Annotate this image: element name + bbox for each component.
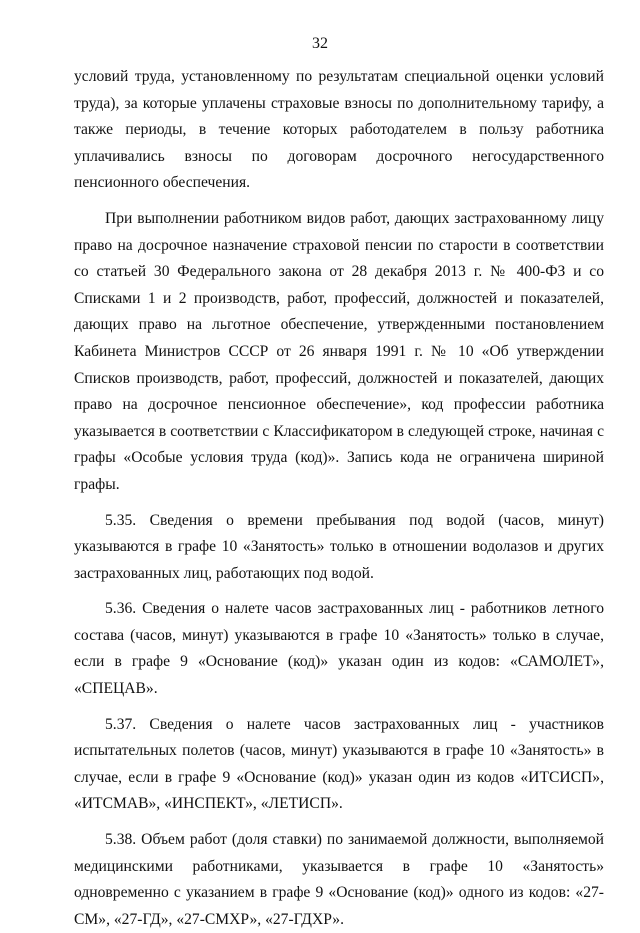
paragraph-gap: [74, 197, 604, 206]
document-body: [74, 64, 604, 933]
paragraph-gap: [74, 499, 604, 508]
paragraph-special-work-codes: При выполнении работником видов работ, дающих застрахованному лицу право на досрочное назначение страховой пенсии по старости в соответствии со статьей 30 Федерального закона от 28 декабря 2013 г. № 400-ФЗ и со Списками 1 и 2 производств, работ, профессий, должностей и показателей, дающих право на льготное обеспечение, утвержденными постановлением Кабинета Министров СССР от 26 января 1991 г. № 10 «Об утверждении Списков производств, работ, профессий, должностей и показателей, дающих право на досрочное пенсионное обеспечение», код профессии работника указывается в соответствии с Классификатором в следующей строке, начиная с графы «Особые условия труда (код)». Запись кода не ограничена шириной графы.: [74, 209, 604, 493]
paragraph-gap: [74, 703, 604, 712]
paragraph-5-37: 5.37. Сведения о налете часов застрахованных лиц - участников испытательных полетов (часов, минут) указываются в графе 10 «Занятость» в случае, если в графе 9 «Основание (код)» указан один из кодов «ИТСИСП», «ИТСМАВ», «ИНСПЕКТ», «ЛЕТИСП».: [74, 715, 604, 813]
paragraph-gap: [74, 587, 604, 596]
paragraph-5-36: 5.36. Сведения о налете часов застрахованных лиц - работников летного состава (часов, минут) указываются в графе 10 «Занятость» только в случае, если в графе 9 «Основание (код)» указан один из кодов: «САМОЛЕТ», «СПЕЦАВ».: [74, 600, 604, 698]
paragraph-5-38: 5.38. Объем работ (доля ставки) по занимаемой должности, выполняемой медицинскими работниками, указывается в графе 10 «Занятость» одновременно с указанием в графе 9 «Основание (код)» одного из кодов: «27-СМ», «27-ГД», «27-СМХР», «27-ГДХР».: [74, 831, 604, 928]
page-number: 32: [312, 35, 328, 52]
paragraph-gap: [74, 818, 604, 827]
paragraph-continuation: условий труда, установленному по результатам специальной оценки условий труда), за которые уплачены страховые взносы по дополнительному тарифу, а также периоды, в течение которых работодателем в пользу работника уплачивались взносы по договорам досрочного негосударственного пенсионного обеспечения.: [74, 68, 604, 192]
paragraph-5-35: 5.35. Сведения о времени пребывания под водой (часов, минут) указываются в графе 10 «Занятость» только в отношении водолазов и других застрахованных лиц, работающих под водой.: [74, 511, 604, 582]
